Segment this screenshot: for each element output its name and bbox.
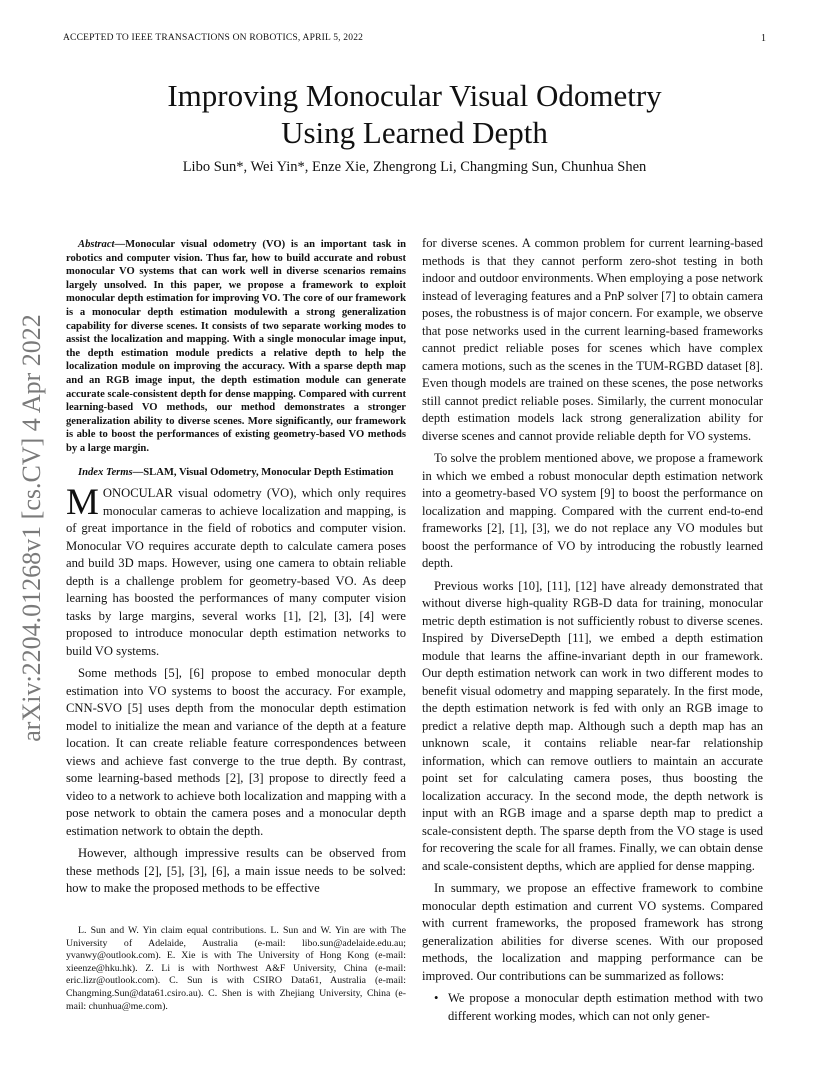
index-terms-text: —SLAM, Visual Odometry, Monocular Depth Estimation xyxy=(132,466,394,478)
index-terms xyxy=(66,466,406,480)
left-column xyxy=(66,238,406,903)
author-list: Libo Sun*, Wei Yin*, Enze Xie, Zhengrong Li, Changming Sun, Chunhua Shen xyxy=(182,159,647,175)
arxiv-stamp-container xyxy=(12,293,52,763)
title-line-1: Improving Monocular Visual Odometry xyxy=(167,78,662,113)
index-terms-label: Index Terms xyxy=(78,466,133,478)
abstract xyxy=(66,238,406,456)
title-line-2: Using Learned Depth xyxy=(281,115,548,150)
intro-paragraph-1-text: ONOCULAR visual odometry (VO), which only requires monocular cameras to achieve localization and mapping, is of great importance in the field of robotics and computer vision. Monocular VO requires accurate depth to calculate camera poses and build 3D maps. However, using one camera to obtain reliable depth is a challenge problem for geometry-based VO. As deep learning has boosted the performances of many computer vision tasks by large margins, several works [1], [2], [3], [4] were proposed to introduce monocular depth estimation networks to build VO systems. xyxy=(66,486,406,658)
intro-paragraph-3: However, although impressive results can be observed from these methods [2], [5], [3], [6], a main issue needs to be solved: how to make the proposed methods to be effective xyxy=(66,846,406,896)
drop-cap: M xyxy=(66,482,99,524)
intro-paragraph-1 xyxy=(66,482,406,660)
author-footnote: L. Sun and W. Yin claim equal contributions. L. Sun and W. Yin are with The University of Adelaide, Australia (e-mail: libo.sun@adelaide.edu.au; yvanwy@outlook.com). E. Xie is with The University of Hong Kong (e-mail: xieenze@hku.hk). Z. Li is with Northwest A&F University, China (e-mail: eric.lizr@outlook.com). C. Sun is with CSIRO Data61, Australia (e-mail: Changming.Sun@data61.csiro.au). C. Shen is with Zhejiang University, China (e-mail: chunhua@me.com). xyxy=(66,925,406,1012)
contribution-list xyxy=(422,990,763,1025)
contribution-item: • We propose a monocular depth estimation method with two different working modes, which can not only gener- xyxy=(448,990,763,1025)
arxiv-stamp: arXiv:2204.01268v1 [cs.CV] 4 Apr 2022 xyxy=(17,314,46,742)
abstract-label: Abstract xyxy=(78,239,115,250)
page-number: 1 xyxy=(761,33,766,44)
right-paragraph-1: for diverse scenes. A common problem for current learning-based methods is that they cannot perform zero-shot testing in both indoor and outdoor environments. When employing a pose network instead of leveraging features and a PnP solver [7] to obtain camera poses, the robustness is of major concern. For example, we observe that pose networks used in the current learning-based frameworks cannot predict reliable poses for scenes which have complex camera motions, such as the scenes in the TUM-RGBD dataset [8]. Even though models are trained on these scenes, the pose networks still cannot predict reliable poses. Similarly, the current monocular depth estimation models lack strong generalization ability for diverse scenes and cannot provide reliable depth for VO systems. xyxy=(422,236,763,443)
right-paragraph-2: To solve the problem mentioned above, we propose a framework in which we embed a robust monocular depth estimation network into a geometry-based VO system [9] to boost the performance on localization and mapping. Compared with the current end-to-end frameworks [2], [1], [3], we do not replace any VO modules but boost the performance of VO by introducing the robustly learned depth. xyxy=(422,451,763,570)
right-column xyxy=(422,235,763,1025)
abstract-text: —Monocular visual odometry (VO) is an important task in robotics and computer vision. Thus far, how to build accurate and robust monocular VO systems that can work well in diverse scenarios remains largely unsolved. In this paper, we propose a framework to exploit monocular depth estimation for improving VO. The core of our framework is a monocular depth estimation modulewith a strong generalization capability for diverse scenes. It consists of two separate working modes to assist the localization and mapping. With a single monocular image input, the depth estimation module predicts a relative depth to help the localization module on improving the accuracy. With a sparse depth map and an RGB image input, the depth estimation module can generate accurate scale-consistent depth for dense mapping. Compared with current learning-based VO methods, our method demonstrates a stronger generalization ability to diverse scenes. More significantly, our framework is able to boost the performances of existing geometry-based VO methods by a large margin. xyxy=(66,239,406,454)
right-paragraph-3: Previous works [10], [11], [12] have already demonstrated that without diverse high-quality RGB-D data for training, monocular metric depth estimation is not sufficiently robust to diverse scenes. Inspired by DiverseDepth [11], we embed a depth estimation module that learns the affine-invariant depth in our framework. Our depth estimation network can work in two different modes to benefit visual odometry and mapping separately. In the first mode, the depth estimation network is fed with only an RGB image to predict a relative depth map. Although such a depth map has an unknown scale, it contains reliable near-far relationship information, which can remove outliers to maintain an accurate point set for calculating camera poses, thus boosting the localization accuracy. In the second mode, the depth network is input with an RGB image and a sparse depth map to predict a scale-consistent depth. The sparse depth from the VO stage is used for recovering the scale for all frames. Finally, we can obtain dense and scale-consistent depths, which are applied for dense mapping. xyxy=(422,578,763,873)
paper-title xyxy=(63,77,766,151)
running-head: ACCEPTED TO IEEE TRANSACTIONS ON ROBOTICS, APRIL 5, 2022 xyxy=(63,33,364,43)
right-paragraph-4: In summary, we propose an effective framework to combine monocular depth estimation and current VO systems. Compared with current frameworks, the proposed framework has strong generalization abilities for diverse scenes. With our proposed methods, the localization and mapping performance can be improved. Our contributions can be summarized as follows: xyxy=(422,881,763,983)
intro-paragraph-2: Some methods [5], [6] propose to embed monocular depth estimation into VO systems to boost the accuracy. For example, CNN-SVO [5] uses depth from the monocular depth estimation model to initialize the mean and variance of the depth at a feature location. It can create reliable feature correspondences between views and achieve fast converge to the true depth. By contrast, some learning-based methods [2], [3] propose to directly feed a video to a network to achieve both localization and mapping with a pose network to obtain the camera poses and a monocular depth estimation network to obtain the depth. xyxy=(66,666,406,838)
